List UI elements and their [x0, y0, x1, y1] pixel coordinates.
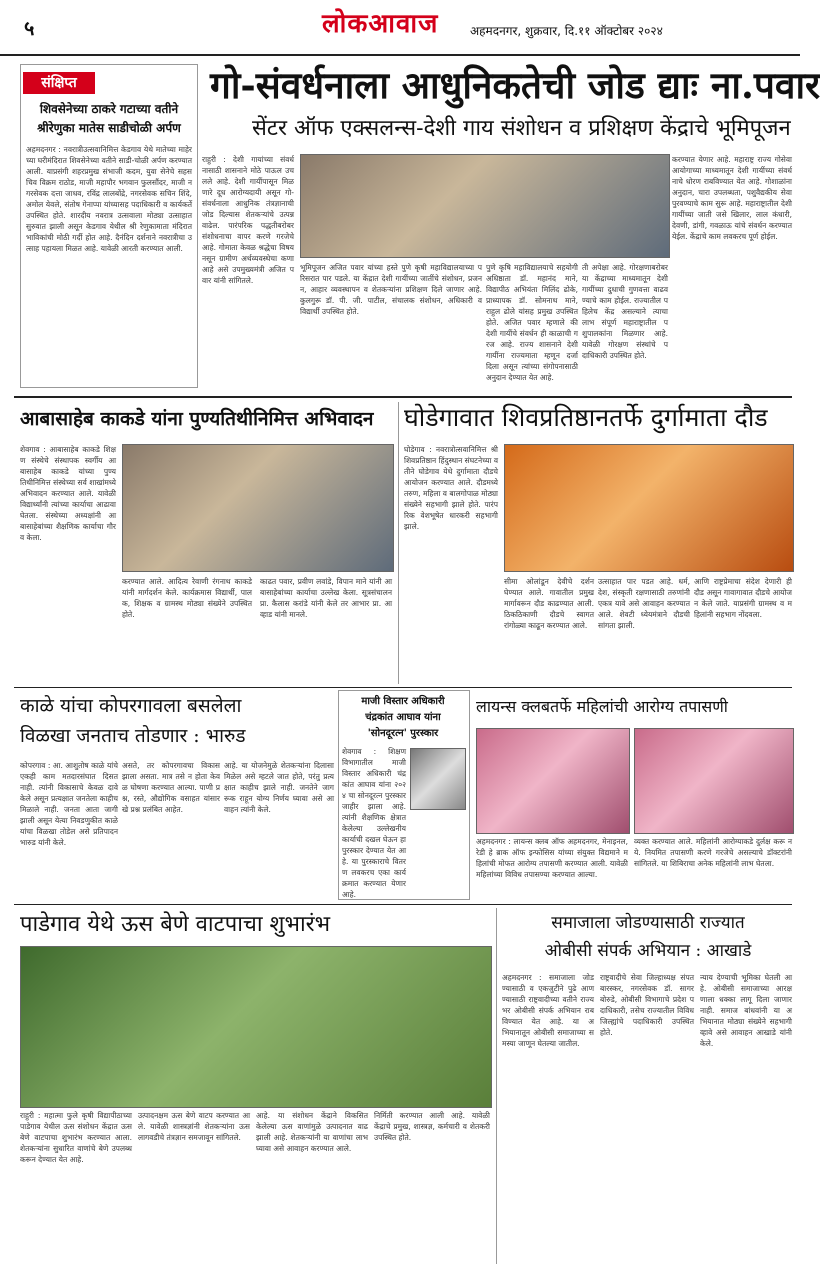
lions-photo-1 — [476, 728, 630, 834]
page-number: ५ — [24, 16, 35, 40]
ghodegaon-col-1: घोडेगाव : नवरात्रोत्सवानिमित्त श्री शिवप्रतिष्ठान हिंदुस्थान संघटनेच्या वतीने घोडेगाव येथे दुर्गामाता दौडचे आयोजन करण्यात आले. दौडमध्ये तरुण, महिला व बालगोपाळ मोठ्या संख्येने सहभागी झाले होते. पारंपरिक वेशभूषेत धारकरी सहभागी झाले. — [404, 445, 498, 531]
ghodegaon-headline: घोडेगावात शिवप्रतिष्ठानतर्फे दुर्गामाता दौड — [404, 403, 768, 432]
aghav-body: शेवगाव : शिक्षण विभागातील माजी विस्तार अधिकारी चंद्रकांत आघाव यांना २०२४ चा सोनदूरत्न पुरस्कार जाहीर झाला आहे. त्यांनी शैक्षणिक क्षेत्रात केलेल्या उल्लेखनीय कार्याची दखल घेऊन हा पुरस्कार देण्यात येत आहे. या पुरस्काराचे वितरण लवकरच एका कार्यक्रमात करण्यात येणार आहे. — [342, 747, 406, 899]
lead-col-3: पुणे कृषि महाविद्यालयाचे सहयोगी अधिष्ठाता डॉ. महानंद माने, विद्यापीठ अभियंता मिलिंद ढोके, प्राध्यापक डॉ. सोमनाथ माने, राहुल ढोले यांसह प्रमुख उपस्थित होते. अजित पवार म्हणाले की देशी गायींचे संवर्धन ही काळाची गरज आहे. राज्य शासनाने देशी गायींना राज्यमाता म्हणून दर्जा दिला असून त्यांच्या संगोपनासाठी अनुदान देण्यात येत आहे. — [486, 263, 578, 382]
lead-subheadline: सेंटर ऑफ एक्सलन्स-देशी गाय संशोधन व प्रशिक्षण केंद्राचे भूमिपूजन — [252, 116, 791, 141]
aghav-headline-line-1: माजी विस्तार अधिकारी — [361, 696, 445, 707]
obc-col-1: अहमदनगर : समाजाला जोडण्यासाठी व एकजुटीने पुढे आणण्यासाठी राष्ट्रवादीच्या वतीने राज्यभर ओबीसी संपर्क अभियान राबविण्यात येत आहे. या अभियानातून ओबीसी समाजाच्या समस्या जाणून घेतल्या जातील. — [502, 973, 594, 1048]
lead-headline: गो-संवर्धनाला आधुनिकतेची जोड द्याः ना.पवार — [210, 63, 820, 107]
sidebar-headline: शिवसेनेच्या ठाकरे गटाच्या वतीने श्रीरेणुका मातेस साडीचोळी अर्पण — [37, 102, 181, 135]
sidebar-body: अहमदनगर : नवरात्रीउत्सवानिमित्त केडगाव येथे मातेच्या माहेरच्या घरीमंदिरात शिवसेनेच्या वतीने साडी-चोळी अर्पण करण्यात आली. याप्रसंगी शहरप्रमुख संभाजी कदम, युवा सेनेचे सहसचिव विक्रम राठोड, माजी महापौर भगवान फुलसौंदर, माजी नगरसेवक दत्ता जाधव, रविंद्र लालबोंद्रे, नगरसेवक सचिन शिंदे, अमोल येवले, संतोष गेनाप्पा यांच्यासह पदाधिकारी व कार्यकर्ते उपस्थित होते. शारदीय नवरात्र उत्सवाला मोठ्या उत्साहात सुरुवात झाली असून केडगाव येथील श्री रेणुकामाता मंदिरात भाविकांची मोठी गर्दी होत आहे. दैनंदिन दर्शनाने नवरात्रीचा उत्साह पहायला मिळत आहे. यावेळी आरती करण्यात आली. — [26, 145, 192, 253]
kale-col-3: आहे. या योजनेमुळे शेतकऱ्यांना दिलासा मिळेल असे म्हटले जात होते, परंतु प्रत्यक्षात काहीच झाले नाही. जनतेने जागरूक राहून योग्य निर्णय घ्यावा असे आवाहन त्यांनी केले. — [224, 761, 334, 814]
kakade-headline: आबासाहेब काकडे यांना पुण्यतिथीनिमित्त अभिवादन — [20, 408, 374, 430]
aghav-portrait — [410, 748, 466, 810]
kakade-photo — [122, 444, 394, 572]
sidebar-tag: संक्षिप्त — [23, 72, 95, 94]
divider — [14, 396, 792, 398]
lead-col-1: राहुरी : देशी गायांच्या संवर्धनासाठी शासनाने मोठे पाऊल उचलले आहे. देशी गायींपासून मिळणारे दूध आरोग्यदायी असून गो-संवर्धनाला आधुनिक तंत्रज्ञानाची जोड दिल्यास शेतकऱ्यांचे उत्पन्न वाढेल. पारंपरिक पद्धतीबरोबर संशोधनाचा वापर करणे गरजेचे आहे. गोमाता केवळ श्रद्धेचा विषय नसून ग्रामीण अर्थव्यवस्थेचा कणा आहे असे उपमुख्यमंत्री अजित पवार यांनी सांगितले. — [202, 155, 294, 285]
kakade-col-3: काढत पवार, प्रवीण लवांडे, विपान माने यांनी आबासाहेबांच्या कार्याचा उल्लेख केला. सूत्रसंचालन प्रा. कैलास करांडे यांनी केले तर आभार प्रा. आव्हाड यांनी मानले. — [260, 577, 392, 619]
obc-headline-line-2: ओबीसी संपर्क अभियान : आखाडे — [544, 941, 752, 961]
lions-photo-2 — [634, 728, 794, 834]
ghodegaon-photo — [504, 444, 794, 572]
kale-col-2: असते, तर कोपरगावचा विकास झाला असता. मात्र तसे न होता केवळ घोषणा करण्यात आल्या. पाणी प्रश्न, रस्ते, औद्योगिक वसाहत यांसारखे प्रश्न प्रलंबित आहेत. — [122, 761, 220, 814]
padegaon-photo — [20, 946, 492, 1108]
padegaon-col-4: निर्मिती करण्यात आली आहे. यावेळी केंद्राचे प्रमुख, शास्त्रज्ञ, कर्मचारी व शेतकरी उपस्थित होते. — [374, 1111, 490, 1142]
lead-col-4: ती अपेक्षा आहे. गोरक्षणाबरोबर या केंद्राच्या माध्यमातून देशी गायींच्या दुधाची गुणवत्ता वाढवण्याचे काम होईल. राज्यातील पहिलेच केंद्र असल्याने त्याचा लाभ संपूर्ण महाराष्ट्रातील पशुपालकांना मिळणार आहे. यावेळी गोरक्षण संस्थांचे पदाधिकारी उपस्थित होते. — [582, 263, 668, 360]
ghodegaon-col-2: सीमा ओलांडून देवीचे दर्शन घेण्यात आले. गावातील प्रमुख मार्गावरून दौड काढण्यात आली. ठिकठिकाणी दौडचे स्वागत रांगोळ्या काढून करण्यात आले. — [504, 577, 594, 630]
obc-col-2: राष्ट्रवादीचे सेवा जिल्हाध्यक्ष संपत बारस्कर, नगरसेवक डॉ. सागर बोरुडे, ओबीसी विभागाचे प्रदेश पदाधिकारी, तसेच राज्यातील विविध जिल्ह्यांचे पदाधिकारी उपस्थित होते. — [600, 973, 694, 1037]
divider — [14, 687, 792, 688]
lead-col-5: करण्यात येणार आहे. महाराष्ट्र राज्य गोसेवा आयोगाच्या माध्यमातून देशी गायींच्या संवर्धनाचे धोरण राबविण्यात येत आहे. गोशाळांना अनुदान, चारा उपलब्धता, पशुवैद्यकीय सेवा पुरवण्याचे काम सुरू आहे. महाराष्ट्रातील देशी गायींच्या जाती जसे खिलार, लाल कंधारी, देवणी, डांगी, गवळाऊ यांचे संवर्धन करण्यात येईल. केंद्राचे काम लवकरच पूर्ण होईल. — [672, 155, 792, 241]
lead-photo — [300, 154, 670, 258]
lions-headline: लायन्स क्लबतर्फे महिलांची आरोग्य तपासणी — [476, 697, 728, 716]
obc-headline-line-1: समाजाला जोडण्यासाठी राज्यात — [551, 913, 745, 933]
padegaon-headline: पाडेगाव येथे ऊस बेणे वाटपाचा शुभारंभ — [20, 912, 331, 937]
dateline: अहमदनगर, शुक्रवार, दि.११ ऑक्टोबर २०२४ — [470, 24, 663, 38]
lions-col-1: अहमदनगर : लायन्स क्लब ऑफ अहमदनगर, मेनाइनल, रेडी हे ब्राक ऑफ इन्फोसिस यांच्या संयुक्त विद्यमाने महिलांची मोफत आरोग्य तपासणी करण्यात आली. यावेळी महिलांच्या विविध तपासण्या करण्यात आल्या. — [476, 837, 628, 879]
lions-col-2: व्यक्त करण्यात आले. महिलांनी आरोग्याकडे दुर्लक्ष करू नये. नियमित तपासणी करणे गरजेचे असल्याचे डॉक्टरांनी सांगितले. या शिबिराचा अनेक महिलांनी लाभ घेतला. — [634, 837, 792, 868]
kakade-col-2: करण्यात आले. आदित्य रेवाणी रंगनाथ काकडे यांनी मार्गदर्शन केले. कार्यक्रमास विद्यार्थी, पालक, शिक्षक व ग्रामस्थ मोठ्या संख्येने उपस्थित होते. — [122, 577, 252, 619]
masthead-logo: लोकआवाज — [322, 9, 439, 39]
kakade-col-1: शेवगाव : आबासाहेब काकडे शिक्षण संस्थेचे संस्थापक स्वर्गीय आबासाहेब काकडे यांच्या पुण्यतिथीनिमित्त संस्थेच्या सर्व शाखांमध्ये अभिवादन करण्यात आले. यावेळी विद्यार्थ्यांनी त्यांच्या कार्याचा आढावा घेतला. संस्थेच्या अध्यक्षांनी आबासाहेबांच्या शैक्षणिक कार्याचा गौरव केला. — [20, 445, 116, 542]
column-divider — [496, 908, 497, 1264]
kale-headline-line-1: काळे यांचा कोपरगावला बसलेला — [20, 695, 242, 717]
divider — [14, 904, 792, 905]
padegaon-col-1: राहुरी : महात्मा फुले कृषी विद्यापीठाच्या पाडेगाव येथील ऊस संशोधन केंद्रात ऊस बेणे वाटपाचा शुभारंभ करण्यात आला. शेतकऱ्यांना सुधारित वाणांचे बेणे उपलब्ध करून देण्यात येत आहे. — [20, 1111, 132, 1164]
aghav-headline-line-3: 'सोनदूरत्न' पुरस्कार — [367, 728, 439, 739]
ghodegaon-col-4: आणि राष्ट्रप्रेमाचा संदेश देणारी ही दौड असून गावागावात दौडचे आयोजन केले जाते. याप्रसंगी ग्रामस्थ व महिलांनी सहभाग नोंदवला. — [694, 577, 792, 619]
lead-col-2: भूमिपूजन अजित पवार यांच्या हस्ते पुणे कृषी महाविद्यालयाच्या परिसरात पार पडले. या केंद्रात देशी गायींच्या जातींचे संशोधन, प्रजनन, आहार व्यवस्थापन व शेतकऱ्यांना प्रशिक्षण दिले जाणार आहे. कुलगुरू डॉ. पी. जी. पाटील, संचालक संशोधन, अधिकारी व विद्यार्थी उपस्थित होते. — [300, 263, 482, 316]
padegaon-col-3: आहे. या संशोधन केंद्राने विकसित केलेल्या ऊस वाणांमुळे उत्पादनात वाढ झाली आहे. शेतकऱ्यांनी या वाणांचा लाभ घ्यावा असे आवाहन करण्यात आले. — [256, 1111, 368, 1153]
aghav-headline-line-2: चंद्रकांत आघाव यांना — [365, 712, 441, 723]
obc-col-3: न्याय देण्याची भूमिका घेतली आहे. ओबीसी समाजाच्या आरक्षणाला धक्का लागू दिला जाणार नाही. समाज बांधवांनी या अभियानात मोठ्या संख्येने सहभागी व्हावे असे आवाहन आखाडे यांनी केले. — [700, 973, 792, 1048]
ghodegaon-col-3: उत्साहात पार पडत आहे. धर्म, देश, संस्कृती रक्षणासाठी तरुणांनी एकत्र यावे असे आवाहन करण्यात आले. शेवटी ध्येयमंत्राने दौडची सांगता झाली. — [598, 577, 690, 630]
kale-headline-line-2: विळखा जनताच तोडणार : भारुड — [20, 725, 246, 747]
kale-col-1: कोपरगाव : आ. आशुतोष काळे यांचे एकही काम मतदारसंघात दिसत नाही. त्यांनी विकासाचे केवळ दावे केले असून प्रत्यक्षात जनतेला काहीच मिळाले नाही. जनता आता जागी झाली असून येत्या निवडणुकीत काळे यांचा विळखा तोडेल असे प्रतिपादन भारुड यांनी केले. — [20, 761, 118, 847]
padegaon-col-2: उत्पादनक्षम ऊस बेणे वाटप करण्यात आले. यावेळी शास्त्रज्ञांनी शेतकऱ्यांना ऊस लागवडीचे तंत्रज्ञान समजावून सांगितले. — [138, 1111, 250, 1142]
column-divider — [398, 402, 399, 684]
